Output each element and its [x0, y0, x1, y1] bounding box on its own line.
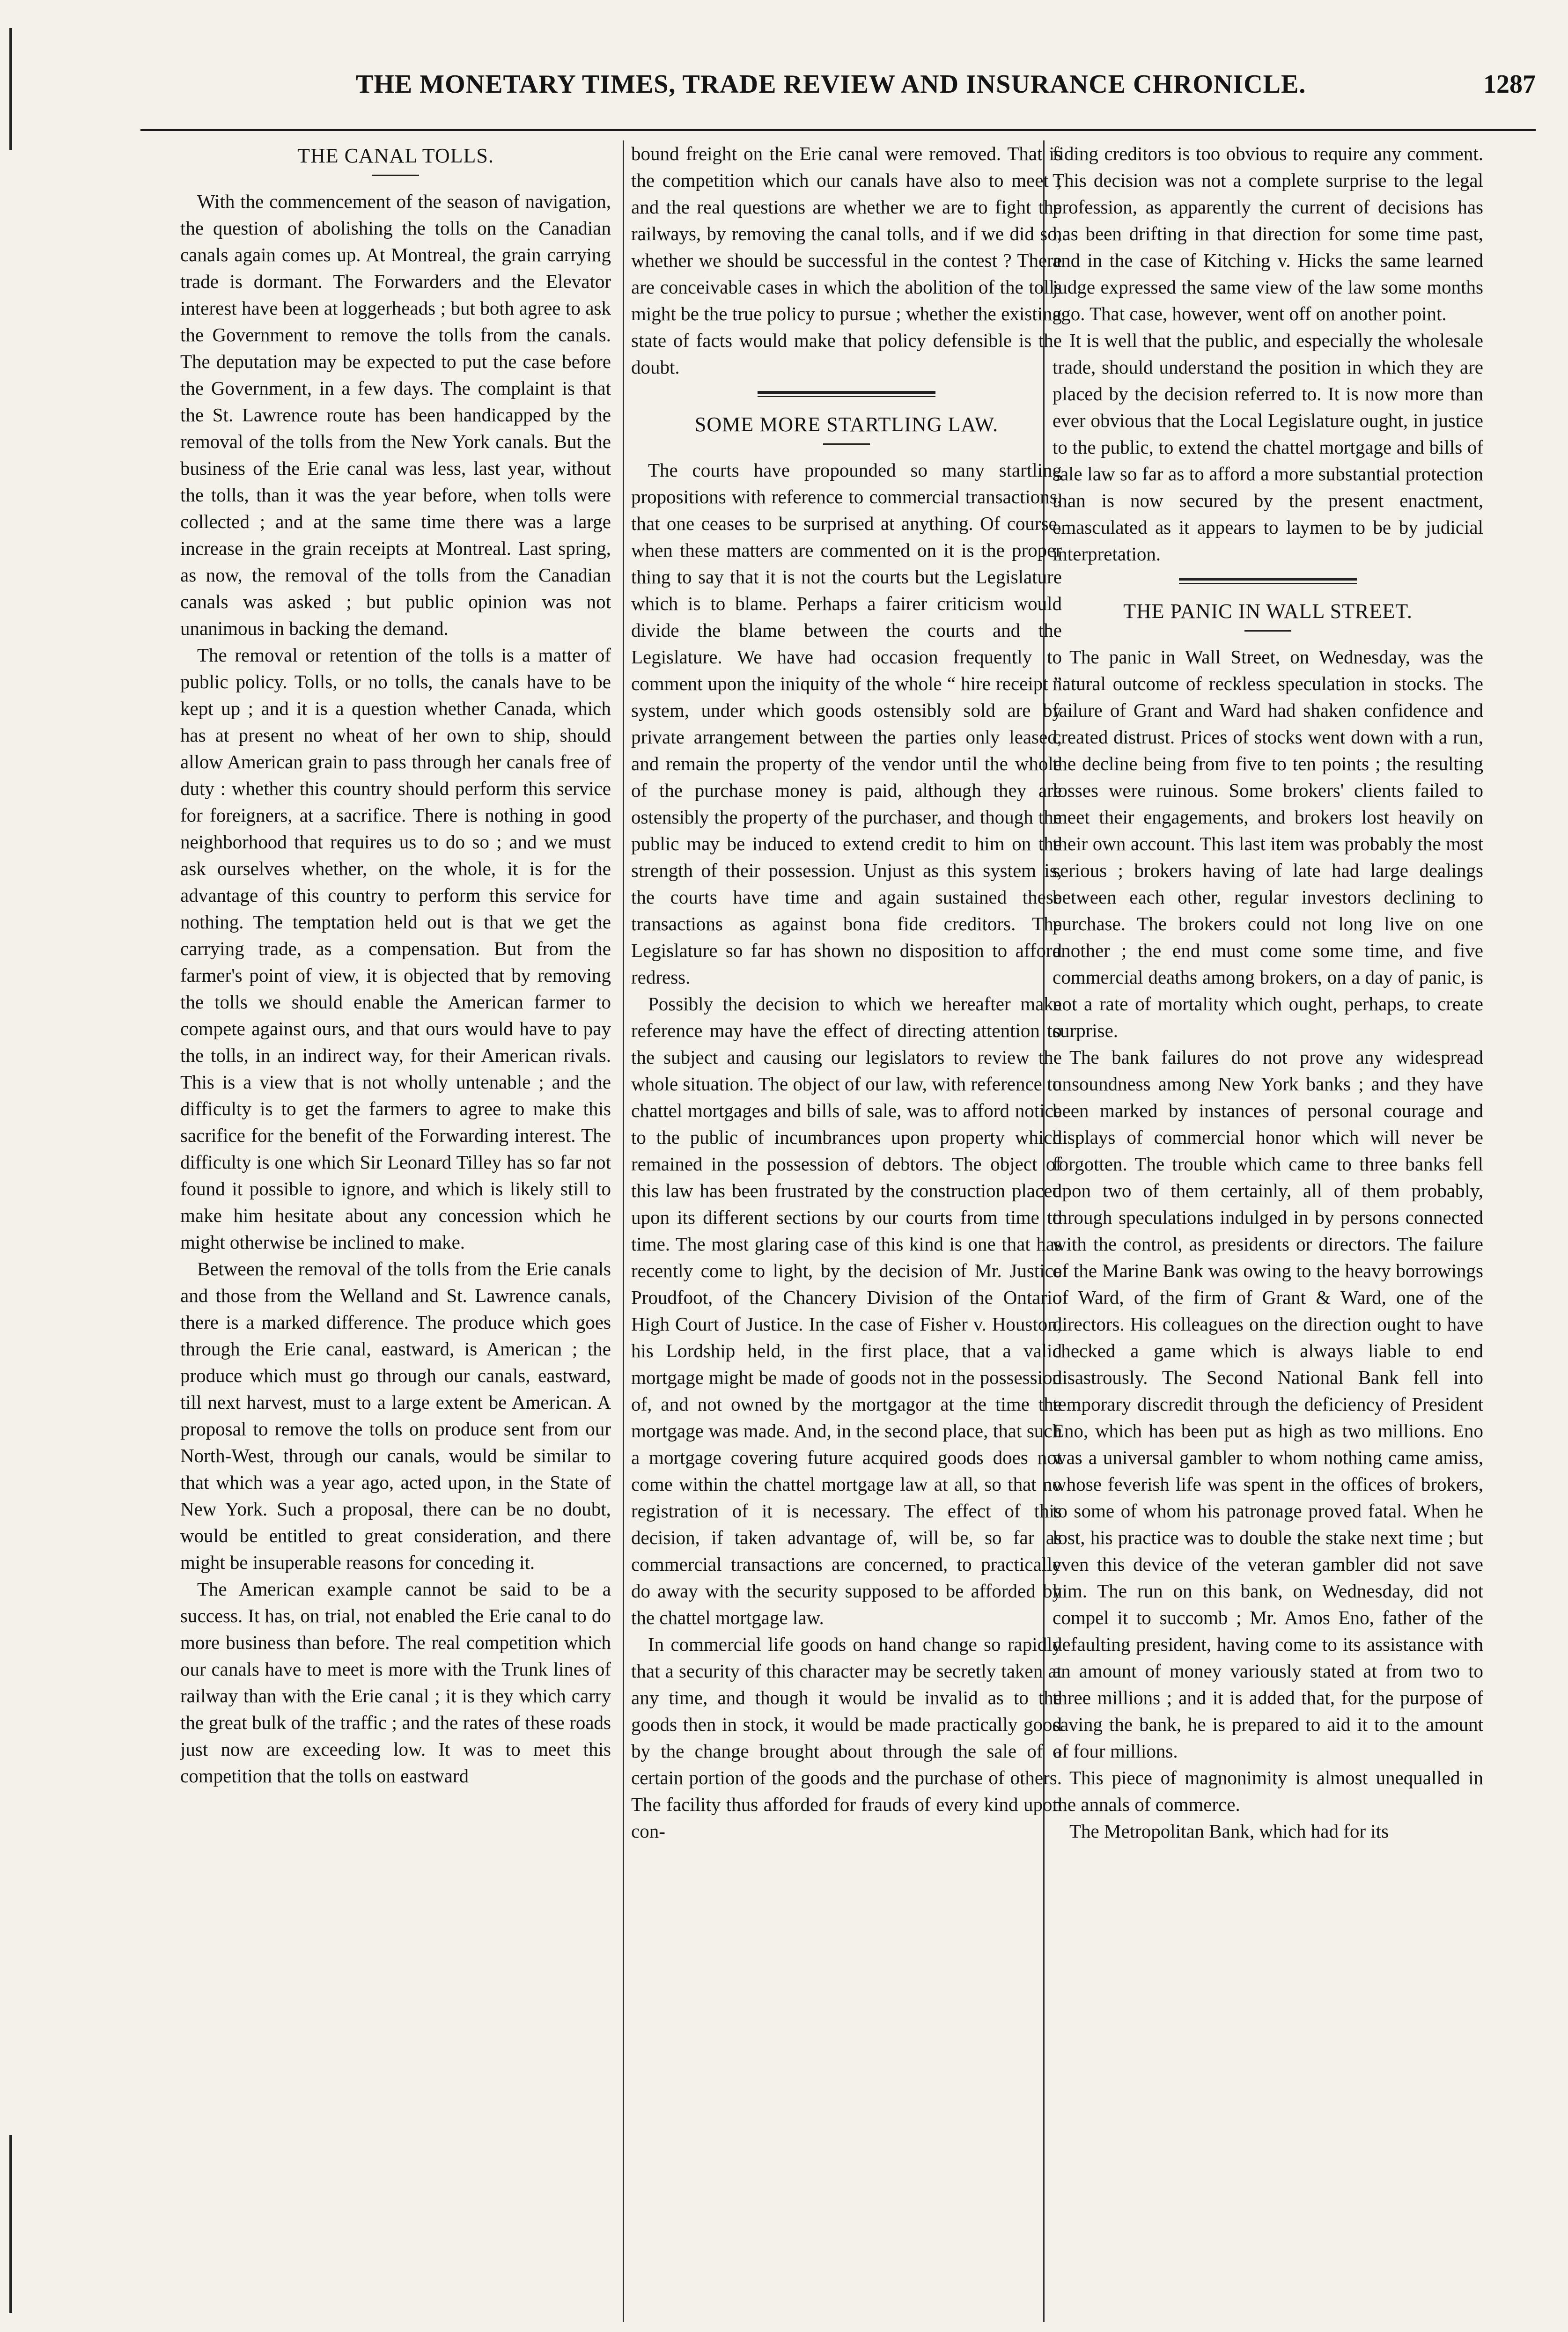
section-separator	[1179, 578, 1357, 584]
article-title: SOME MORE STARTLING LAW.	[694, 413, 999, 436]
paragraph: Between the removal of the tolls from the Erie canals and those from the Welland and St. Lawrence canals, there is a marked difference. The produce which goes through the Erie canal, eastward, is American ; the produce which must go through our canals, eastward, till next harvest, must to a large extent be American. A proposal to remove the tolls on produce sent from our North-West, through our canals, would be similar to that which was a year ago, acted upon, in the State of New York. Such a proposal, there can be no doubt, would be entitled to great consideration, and there might be insuperable reasons for conceding it.	[180, 1258, 611, 1573]
page-edge-mark	[9, 28, 12, 150]
article-title: THE PANIC IN WALL STREET.	[1123, 600, 1413, 623]
title-rule	[1244, 630, 1291, 632]
title-rule	[823, 443, 870, 445]
paragraph: The courts have propounded so many startling propositions with reference to commercial transactions, that one ceases to be surprised at anything. Of course, when these matters are commented on it is the proper thing to say that it is not the courts but the Legislature which is to blame. Perhaps a fairer criticism would divide the blame between the courts and the Legislature. We have had occasion frequently to comment upon the iniquity of the whole “ hire receipt ” system, under which goods ostensibly sold are by private arrangement between the parties only leased, and remain the property of the vendor until the whole of the purchase money is paid, although they are ostensibly the property of the purchaser, and though the public may be induced to extend credit to him on the strength of their possession. Unjust as this system is, the courts have time and again sustained these transactions as against bona fide creditors. The Legislature so far has shown no disposition to afford redress.	[631, 459, 1062, 988]
paragraph: The removal or retention of the tolls is a matter of public policy. Tolls, or no tolls, the canals have to be kept up ; and it is a question whether Canada, which has at present no wheat of her own to ship, should allow American grain to pass through her canals free of duty : whether this country should perform this service for foreigners, at a sacrifice. There is nothing in good neighborhood that requires us to do so ; and we must ask ourselves whether, on the whole, it is for the advantage of this country to perform this service for nothing. The temptation held out is that we get the carrying trade, as a compensation. But from the farmer's point of view, it is objected that by removing the tolls we should enable the American farmer to compete against ours, and that ours would have to pay the tolls, in an indirect way, for their American rivals. This is a view that is not wholly untenable ; and the difficulty is to get the farmers to agree to make this sacrifice for the benefit of the Forwarding interest. The difficulty is one which Sir Leonard Tilley has so far not found it possible to ignore, and which is likely still to make him hesitate about any concession which he might otherwise be inclined to make.	[180, 644, 611, 1253]
column-divider	[623, 140, 624, 2322]
paragraph: The American example cannot be said to be a success. It has, on trial, not enabled the Erie canal to do more business than before. The real competition which our canals have to meet is more with the Trunk lines of railway than with the Erie canal ; it is they which carry the great bulk of the traffic ; and the rates of these roads just now are exceeding low. It was to meet this competition that the tolls on eastward	[180, 1578, 611, 1787]
page-header	[140, 66, 1536, 108]
paragraph-continuation: bound freight on the Erie canal were removed. That is the competition which our canals have also to meet ; and the real questions are whether we are to fight the railways, by removing the canal tolls, and if we did so, whether we should be successful in the contest ? There are conceivable cases in which the abolition of the tolls might be the true policy to pursue ; whether the existing state of facts would make that policy defensible is the doubt.	[631, 143, 1062, 378]
column-wall-street-panic	[1053, 140, 1483, 2322]
page-edge-mark	[9, 2135, 12, 2313]
column-startling-law	[631, 140, 1062, 2322]
paragraph: This piece of magnonimity is almost unequalled in the annals of commerce.	[1053, 1767, 1483, 1815]
section-separator	[758, 391, 935, 397]
paragraph: It is well that the public, and especially the wholesale trade, should understand the position in which they are placed by the decision referred to. It is now more than ever obvious that the Local Legislature ought, in justice to the public, to extend the chattel mortgage and bills of sale law so far as to afford a more substantial protection than is now secured by the present enactment, emasculated as it appears to laymen to be by judicial interpretation.	[1053, 330, 1483, 565]
paragraph: In commercial life goods on hand change so rapidly that a security of this character may be secretly taken at any time, and though it would be invalid as to the goods then in stock, it would be made practically good by the change brought about through the sale of a certain portion of the goods and the purchase of others. The facility thus afforded for frauds of every kind upon con-	[631, 1633, 1062, 1842]
paragraph: With the commencement of the season of navigation, the question of abolishing the tolls on the Canadian canals again comes up. At Montreal, the grain carrying trade is dormant. The Forwarders and the Elevator interest have been at loggerheads ; but both agree to ask the Government to remove the tolls from the canals. The deputation may be expected to put the case before the Government, in a few days. The complaint is that the St. Lawrence route has been handicapped by the removal of the tolls from the New York canals. But the business of the Erie canal was less, last year, without the tolls, than it was the year before, when tolls were collected ; and at the same time there was a large increase in the grain receipts at Montreal. Last spring, as now, the removal of the tolls from the Canadian canals was asked ; but public opinion was not unanimous in backing the demand.	[180, 191, 611, 639]
paragraph: The bank failures do not prove any widespread unsoundness among New York banks ; and they have been marked by instances of personal courage and displays of commercial honor which will never be forgotten. The trouble which came to three banks fell upon two of them certainly, all of them probably, through speculations indulged in by persons connected with the control, as presidents or directors. The failure of the Marine Bank was owing to the heavy borrowings of Ward, of the firm of Grant & Ward, one of the directors. His colleagues on the direction ought to have checked a game which is always liable to end disastrously. The Second National Bank fell into temporary discredit through the deficiency of President Eno, which has been put as high as two millions. Eno was a universal gambler to whom nothing came amiss, whose feverish life was spent in the offices of brokers, to some of whom his patronage proved fatal. When he lost, his practice was to double the stake next time ; but even this device of the veteran gambler did not save him. The run on this bank, on Wednesday, did not compel it to succomb ; Mr. Amos Eno, father of the defaulting president, having come to its assistance with an amount of money variously stated at from two to three millions ; and it is added that, for the purpose of saving the bank, he is prepared to aid it to the amount of four millions.	[1053, 1046, 1483, 1762]
article-title: THE CANAL TOLLS.	[297, 144, 494, 167]
publication-title: THE MONETARY TIMES, TRADE REVIEW AND INSURANCE CHRONICLE.	[356, 70, 1306, 99]
paragraph-continuation: fiding creditors is too obvious to require any comment. This decision was not a complete surprise to the legal profession, as apparently the current of decisions has has been drifting in that direction for some time past, and in the case of Kitching v. Hicks the same learned judge expressed the same view of the law some months ago. That case, however, went off on another point.	[1053, 143, 1483, 324]
page-number: 1287	[1483, 70, 1536, 99]
paragraph: The Metropolitan Bank, which had for its	[1069, 1820, 1389, 1842]
paragraph: Possibly the decision to which we hereafter make reference may have the effect of directing attention to the subject and causing our legislators to review the whole situation. The object of our law, with reference to chattel mortgages and bills of sale, was to afford notice to the public of incumbrances upon property which remained in the possession of debtors. The object of this law has been frustrated by the construction placed upon its different sections by our courts from time to time. The most glaring case of this kind is one that has recently come to light, by the decision of Mr. Justice Proudfoot, of the Chancery Division of the Ontario High Court of Justice. In the case of Fisher v. Houston, his Lordship held, in the first place, that a valid mortgage might be made of goods not in the possession of, and not owned by the mortgagor at the time the mortgage was made. And, in the second place, that such a mortgage covering future acquired goods does not come within the chattel mortgage law at all, so that no registration of it is necessary. The effect of this decision, if taken advantage of, will be, so far as commercial transactions are concerned, to practically do away with the security supposed to be afforded by the chattel mortgage law.	[631, 993, 1062, 1628]
header-rule	[140, 129, 1536, 131]
column-canal-tolls	[180, 140, 611, 2322]
title-rule	[372, 175, 419, 176]
paragraph: The panic in Wall Street, on Wednesday, was the natural outcome of reckless speculation in stocks. The failure of Grant and Ward had shaken confidence and created distrust. Prices of stocks went down with a run, the decline being from five to ten points ; the resulting losses were ruinous. Some brokers' clients failed to meet their engagements, and brokers lost heavily on their own account. This last item was probably the most serious ; brokers having of late had large dealings between each other, regular investors declining to purchase. The brokers could not long live on one another ; the end must come some time, and five commercial deaths among brokers, on a day of panic, is not a rate of mortality which ought, perhaps, to create surprise.	[1053, 646, 1483, 1041]
